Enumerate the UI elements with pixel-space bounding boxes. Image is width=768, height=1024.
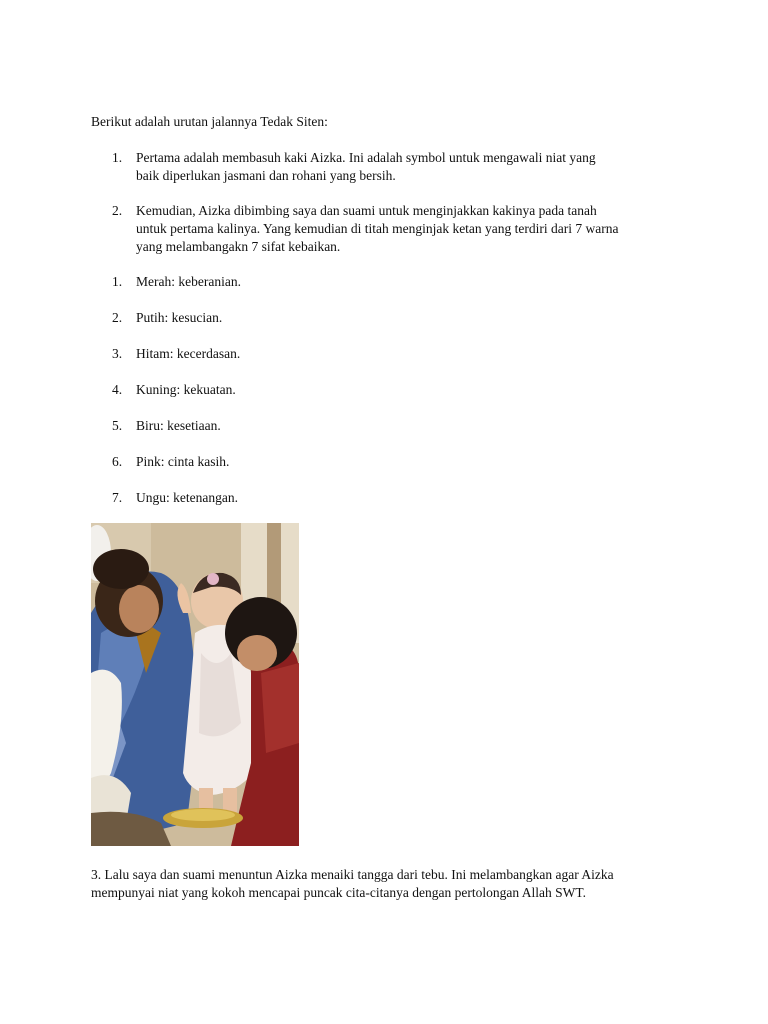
color-number: 7. (112, 490, 123, 505)
color-number: 1. (112, 274, 123, 289)
color-text: Ungu: ketenangan. (136, 490, 238, 505)
closing-text-line: 3. Lalu saya dan suami menuntun Aizka menaiki tangga dari tebu. Ini melambangkan agar Aizka (91, 867, 614, 882)
step-text-line: baik diperlukan jasmani dan rohani yang bersih. (136, 168, 396, 183)
color-text: Biru: kesetiaan. (136, 418, 221, 433)
color-number: 6. (112, 454, 123, 469)
color-number: 4. (112, 382, 123, 397)
step-text-line: Pertama adalah membasuh kaki Aizka. Ini adalah symbol untuk mengawali niat yang (136, 150, 596, 165)
color-text: Hitam: kecerdasan. (136, 346, 241, 361)
ceremony-photo (91, 523, 299, 846)
color-number: 3. (112, 346, 123, 361)
step-text-line: yang melambangakn 7 sifat kebaikan. (136, 239, 341, 254)
color-number: 2. (112, 310, 123, 325)
color-number: 5. (112, 418, 123, 433)
step-text-line: untuk pertama kalinya. Yang kemudian di titah menginjak ketan yang terdiri dari 7 warna (136, 221, 619, 236)
step-number: 1. (112, 150, 123, 165)
closing-paragraph (91, 866, 691, 902)
color-text: Putih: kesucian. (136, 310, 223, 325)
color-text: Kuning: kekuatan. (136, 382, 236, 397)
closing-text-line: mempunyai niat yang kokoh mencapai puncak cita-citanya dengan pertolongan Allah SWT. (91, 885, 586, 900)
intro-text: Berikut adalah urutan jalannya Tedak Siten: (91, 114, 328, 129)
step-text-line: Kemudian, Aizka dibimbing saya dan suami untuk menginjakkan kakinya pada tanah (136, 203, 597, 218)
color-text: Pink: cinta kasih. (136, 454, 230, 469)
step-number: 2. (112, 203, 123, 218)
color-text: Merah: keberanian. (136, 274, 241, 289)
